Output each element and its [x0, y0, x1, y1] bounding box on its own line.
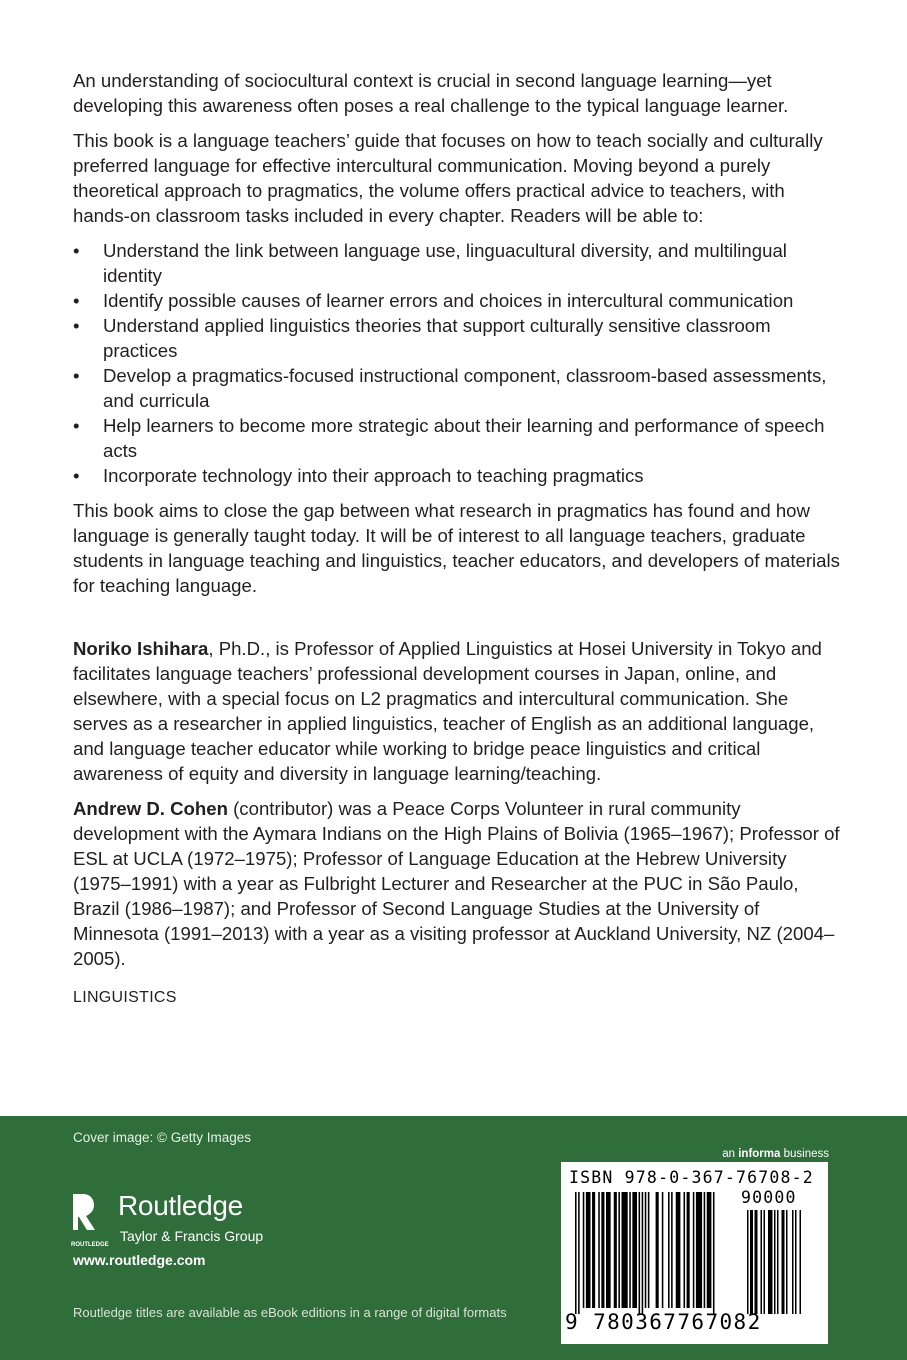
barcode-bar [606, 1192, 611, 1308]
barcode-bar [684, 1192, 686, 1308]
barcode-bar [687, 1192, 690, 1308]
informa-suffix: business [780, 1148, 829, 1160]
barcode-bar [768, 1210, 773, 1314]
barcode-bar [575, 1192, 577, 1314]
barcode-bar [795, 1210, 797, 1314]
isbn-label: ISBN 978-0-367-76708-2 [569, 1168, 814, 1187]
barcode-bar [792, 1210, 794, 1314]
barcode-bar [586, 1192, 591, 1308]
barcode-bar [614, 1192, 617, 1308]
back-cover-text [73, 68, 843, 1010]
list-item: • Develop a pragmatics-focused instructional component, classroom-based assessments, and curricula [73, 363, 843, 413]
barcode-bar [704, 1192, 706, 1308]
barcode-bar [696, 1192, 702, 1308]
barcode-bar [632, 1192, 637, 1308]
ean-left-group: 780367 [593, 1310, 678, 1334]
barcode-bar [786, 1210, 788, 1314]
barcode-bar [693, 1192, 695, 1308]
publisher-footer [0, 1116, 907, 1360]
list-item: • Identify possible causes of learner errors and choices in intercultural communication [73, 288, 843, 313]
brand-url[interactable]: www.routledge.com [73, 1252, 206, 1268]
author-bios [73, 636, 843, 971]
barcode-bar [668, 1192, 670, 1308]
barcode-bar [662, 1192, 664, 1308]
barcode-bar [618, 1192, 620, 1308]
barcode-bar [592, 1192, 595, 1308]
barcode-bar [578, 1192, 580, 1314]
contributor-bio-text: (contributor) was a Peace Corps Volunteer in rural community development with the Aymara Indians on the High Plains of Bolivia (1965–1967); Professor of ESL at UCLA (1972–1975); Professor of Language Education at the Hebrew University (1975–1991) with a year as Fulbright Lecturer and Researcher at the PUC in São Paulo, Brazil (1986–1987); and Professor of Second Language Studies at the University of Minnesota (1991–2013) with a year as a visiting professor at Auckland University, NZ (2004–2005). [73, 798, 840, 969]
barcode-bar [764, 1210, 766, 1314]
routledge-logo [70, 1186, 320, 1276]
informa-tagline [722, 1148, 829, 1160]
list-item: • Help learners to become more strategic about their learning and performance of speech acts [73, 413, 843, 463]
informa-bold: informa [738, 1148, 781, 1160]
barcode-bar [707, 1192, 712, 1308]
barcode-bar [676, 1192, 681, 1308]
subject-category: LINGUISTICS [73, 989, 177, 1006]
intro-paragraph-1: An understanding of sociocultural context is crucial in second language learning—yet developing this awareness often poses a real challenge to the typical language learner. [73, 70, 789, 116]
barcode-bar [583, 1192, 585, 1308]
barcode-bar [639, 1192, 641, 1314]
barcode-bar [761, 1210, 763, 1314]
informa-prefix: an [722, 1148, 739, 1160]
barcode-bar [774, 1210, 776, 1314]
list-item: • Understand applied linguistics theories that support culturally sensitive classroom practices [73, 313, 843, 363]
author-bio-text: , Ph.D., is Professor of Applied Linguistics at Hosei University in Tokyo and facilitates language teachers’ professional development courses in Japan, online, and elsewhere, with a special focus on L2 pragmatics and intercultural communication. She serves as a researcher in applied linguistics, teacher of English as an additional language, and language teacher educator while working to bridge peace linguistics and critical awareness of equity and diversity in language learning/teaching. [73, 638, 822, 784]
barcode-bar [671, 1192, 673, 1308]
learning-outcomes-list [73, 238, 843, 488]
barcode-bar [629, 1192, 631, 1308]
barcode-bar [622, 1192, 628, 1308]
barcode-bar [642, 1192, 644, 1314]
barcode-bar [713, 1192, 715, 1314]
ebook-formats-note: Routledge titles are available as eBook editions in a range of digital formats [73, 1305, 507, 1320]
ean-lead-digit: 9 [565, 1310, 580, 1334]
list-item: • Incorporate technology into their approach to teaching pragmatics [73, 463, 843, 488]
barcode-bar [645, 1192, 647, 1308]
price-code: 90000 [741, 1188, 797, 1207]
author-name: Noriko Ishihara [73, 638, 209, 659]
routledge-logo-icon [70, 1192, 109, 1248]
barcode-bar [747, 1210, 749, 1314]
contributor-name: Andrew D. Cohen [73, 798, 228, 819]
contributor-bio [73, 796, 843, 971]
barcode-bar [598, 1192, 600, 1308]
brand-name: Routledge [118, 1190, 243, 1221]
cover-credit: Cover image: © Getty Images [73, 1130, 252, 1145]
barcode-bar [800, 1210, 802, 1314]
closing-paragraph: This book aims to close the gap between what research in pragmatics has found and how language is generally taught today. It will be of interest to all language teachers, graduate students in language teaching and linguistics, teacher educators, and developers of materials for teaching language. [73, 500, 840, 596]
barcode-bar [750, 1210, 753, 1314]
ean-right-group: 767082 [677, 1310, 762, 1334]
barcode-bar [755, 1210, 758, 1314]
barcode-bar [777, 1210, 779, 1314]
isbn-barcode [561, 1162, 828, 1344]
barcode-bar [782, 1210, 785, 1314]
ean-digits [565, 1310, 762, 1334]
barcode-bar [656, 1192, 659, 1308]
intro-paragraph-2: This book is a language teachers’ guide that focuses on how to teach socially and culturally preferred language for effective intercultural communication. Moving beyond a purely theoretical approach to pragmatics, the volume offers practical advice to teachers, with hands-on classroom tasks included in every chapter. Readers will be able to: [73, 130, 823, 226]
list-item: • Understand the link between language use, linguacultural diversity, and multilingual identity [73, 238, 843, 288]
barcode-bar [601, 1192, 604, 1308]
logo-vertical-text: ROUTLEDGE [71, 1242, 109, 1248]
brand-subtitle: Taylor & Francis Group [120, 1228, 264, 1244]
barcode-bar [648, 1192, 650, 1308]
author-bio [73, 636, 843, 786]
